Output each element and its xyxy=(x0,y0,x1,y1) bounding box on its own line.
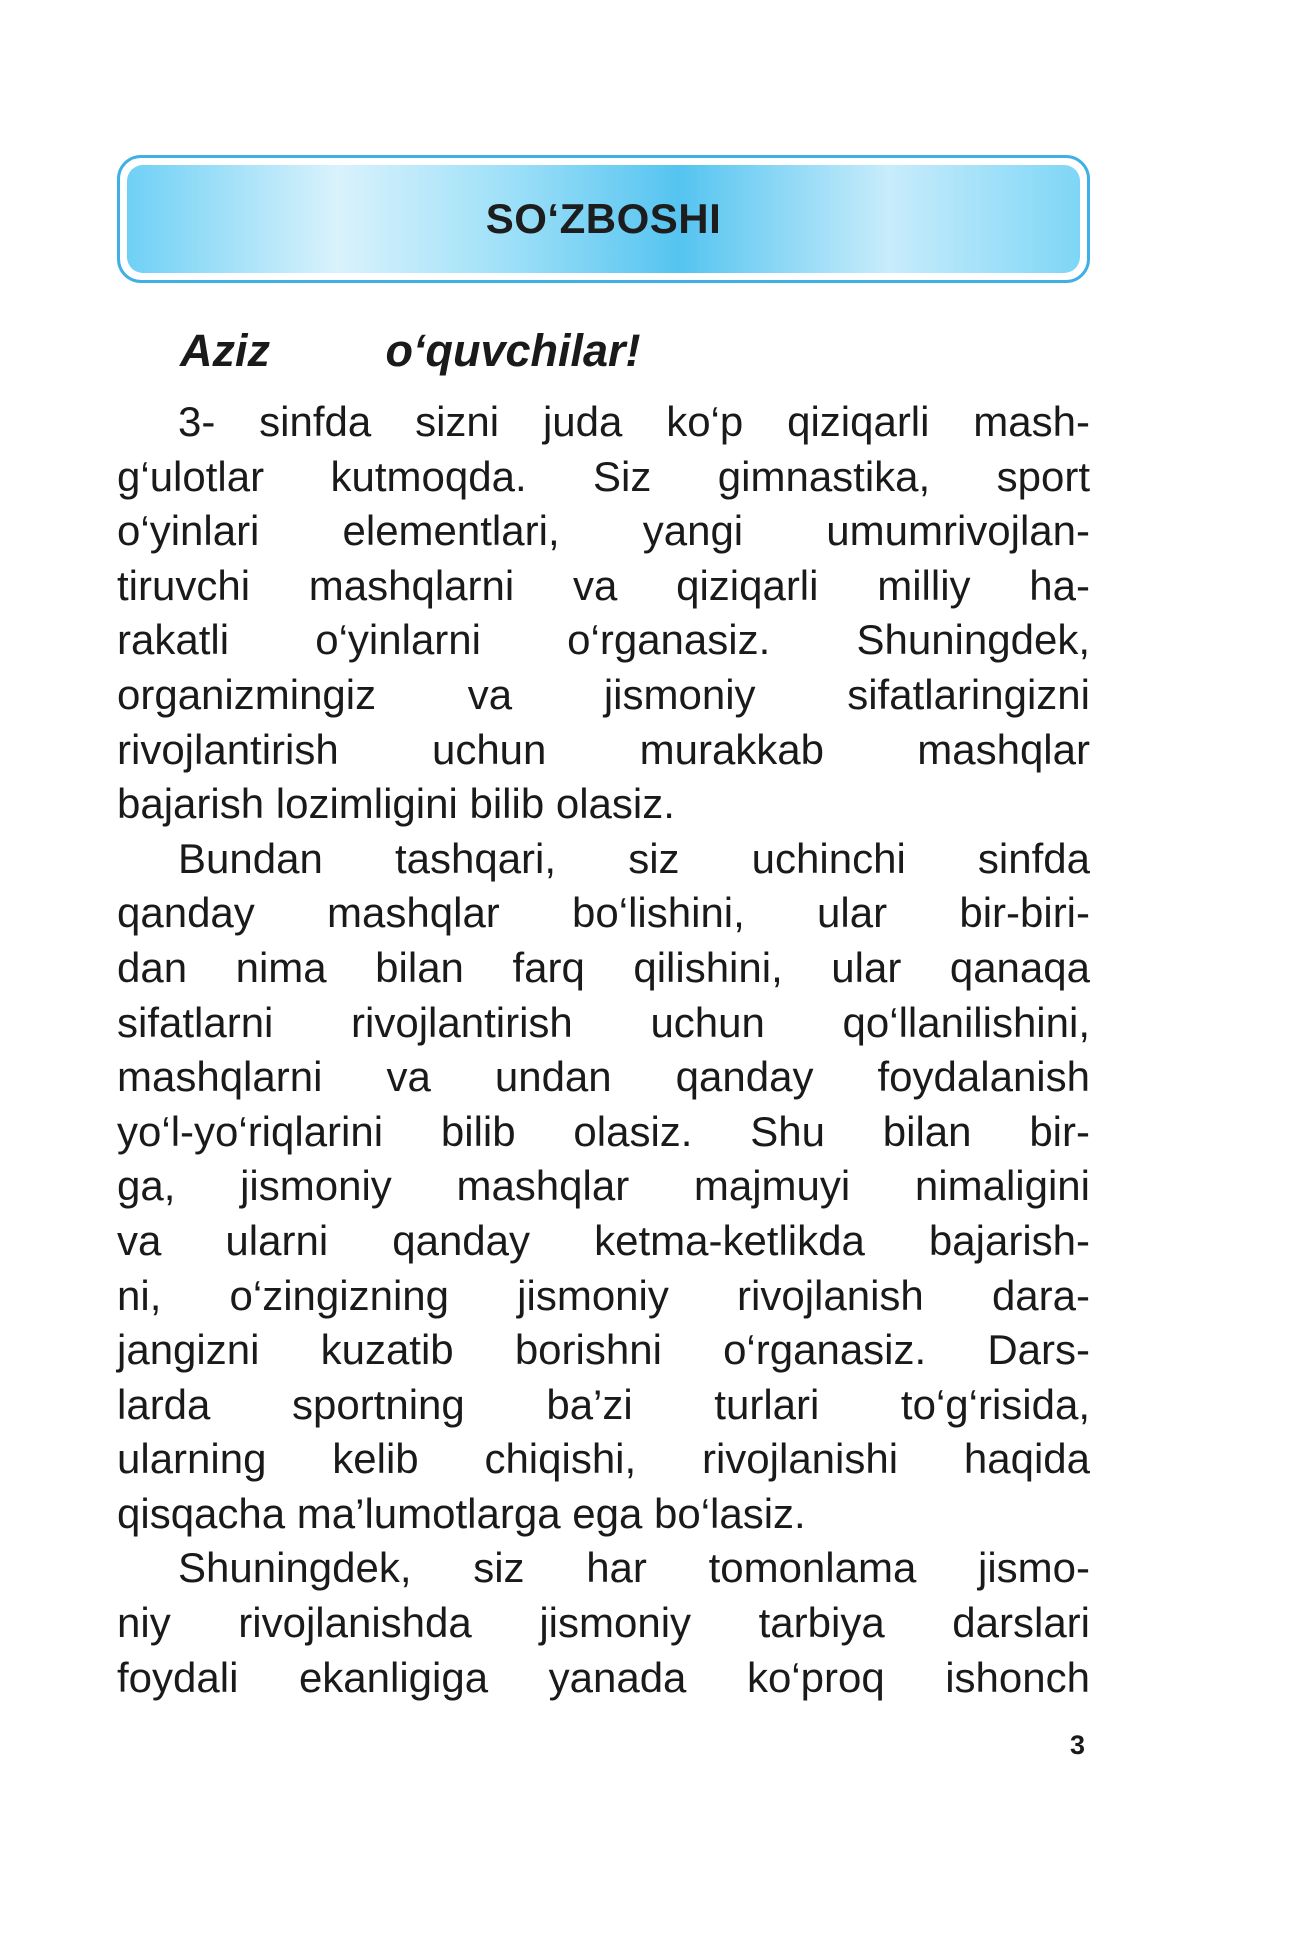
text-line: larda sportning ba’zi turlari to‘g‘risida, xyxy=(117,1380,1090,1428)
text-line: qisqacha ma’lumotlarga ega bo‘lasiz. xyxy=(117,1489,806,1537)
text-line: niy rivojlanishda jismoniy tarbiya darslari xyxy=(117,1599,1090,1647)
text-line: o‘yinlari elementlari, yangi umumrivojlan- xyxy=(117,507,1090,555)
text-line: ularning kelib chiqishi, rivojlanishi haqida xyxy=(117,1435,1090,1483)
text-line: g‘ulotlar kutmoqda. Siz gimnastika, sport xyxy=(117,452,1090,500)
page-title: SO‘ZBOSHI xyxy=(485,195,722,242)
title-banner xyxy=(117,155,1090,283)
text-line: qanday mashqlar bo‘lishini, ular bir-biri- xyxy=(117,889,1090,937)
text-line: dan nima bilan farq qilishini, ular qanaqa xyxy=(117,943,1090,991)
text-line: ni, o‘zingizning jismoniy rivojlanish dara- xyxy=(117,1271,1090,1319)
text-line: jangizni kuzatib borishni o‘rganasiz. Dars- xyxy=(117,1326,1090,1374)
text-line: yo‘l-yo‘riqlarini bilib olasiz. Shu bilan bir- xyxy=(117,1107,1090,1155)
page-number: 3 xyxy=(1070,1730,1086,1760)
text-line: tiruvchi mashqlarni va qiziqarli milliy ha- xyxy=(117,561,1090,609)
text-line: sifatlarni rivojlantirish uchun qo‘llanilishini, xyxy=(117,998,1090,1046)
text-line: mashqlarni va undan qanday foydalanish xyxy=(117,1053,1090,1101)
text-line: Shuningdek, siz har tomonlama jismo- xyxy=(178,1544,1090,1592)
text-line: bajarish lozimligini bilib olasiz. xyxy=(117,780,675,828)
text-line: rakatli o‘yinlarni o‘rganasiz. Shuningdek, xyxy=(117,616,1090,664)
text-line: foydali ekanligiga yanada ko‘proq ishonch xyxy=(117,1653,1090,1701)
text-line: 3- sinfda sizni juda ko‘p qiziqarli mash- xyxy=(178,398,1090,445)
text-line: ga, jismoniy mashqlar majmuyi nimaligini xyxy=(117,1162,1090,1210)
text-line: va ularni qanday ketma-ketlikda bajarish- xyxy=(117,1216,1090,1264)
greeting: Aziz o‘quvchilar! xyxy=(180,325,641,376)
title-banner-fill xyxy=(127,165,1080,273)
text-line: Bundan tashqari, siz uchinchi sinfda xyxy=(178,834,1090,882)
body-text xyxy=(117,395,1090,1705)
text-line: organizmingiz va jismoniy sifatlaringizni xyxy=(117,670,1090,718)
text-line: rivojlantirish uchun murakkab mashqlar xyxy=(117,725,1090,773)
